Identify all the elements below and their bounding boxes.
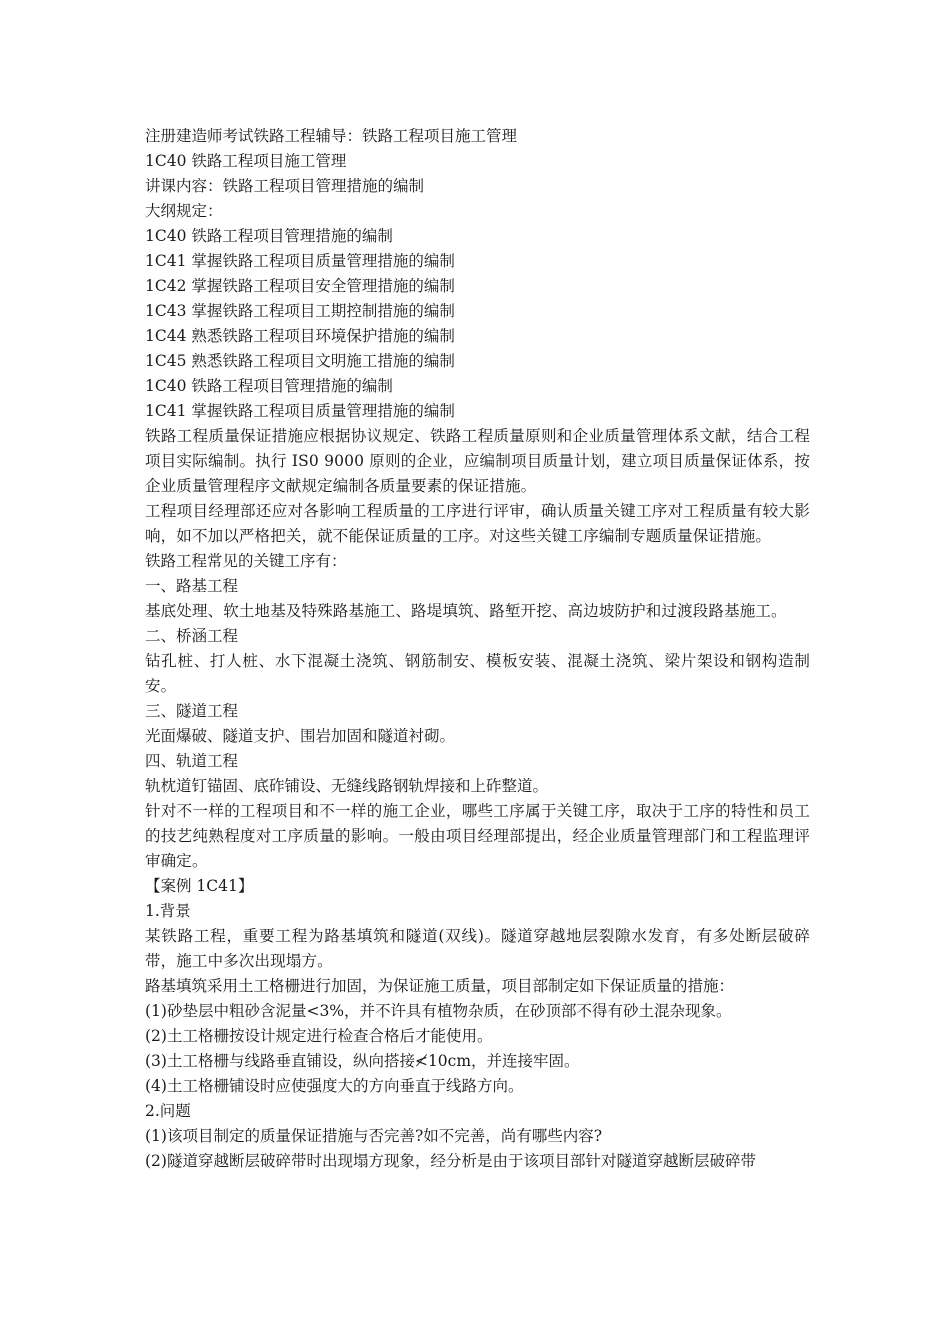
outline-heading: 大纲规定：: [145, 202, 223, 220]
category-text-bridge: 钻孔桩、打人桩、水下混凝土浇筑、钢筋制安、模板安装、混凝土浇筑、梁片架设和钢构造制安。: [145, 652, 810, 695]
outline-item: 1C45 熟悉铁路工程项目文明施工措施的编制: [145, 352, 455, 370]
subsection-heading: 1C41 掌握铁路工程项目质量管理措施的编制: [145, 402, 455, 420]
paragraph-key-process-determination: 针对不一样的工程项目和不一样的施工企业，哪些工序属于关键工序，取决于工序的特性和员工的技艺纯熟程度对工序质量的影响。一般由项目经理部提出，经企业质量管理部门和工程监理评审确定。: [145, 802, 810, 870]
category-text-subgrade: 基底处理、软土地基及特殊路基施工、路堤填筑、路堑开挖、高边坡防护和过渡段路基施工。: [145, 602, 787, 620]
category-heading-track: 四、轨道工程: [145, 752, 239, 770]
outline-item: 1C40 铁路工程项目管理措施的编制: [145, 227, 393, 245]
lecture-content: 讲课内容：铁路工程项目管理措施的编制: [145, 177, 425, 195]
paragraph-quality-measures: 铁路工程质量保证措施应根据协议规定、铁路工程质量原则和企业质量管理体系文献，结合工程项目实际编制。执行 IS0 9000 原则的企业，应编制项目质量计划，建立项目质量保证体系，按企业质量管理程序文献规定编制各质量要素的保证措施。: [145, 427, 810, 495]
document-page: [145, 124, 810, 1174]
category-heading-bridge: 二、桥涵工程: [145, 627, 239, 645]
background-heading: 1.背景: [145, 902, 191, 920]
outline-item: 1C43 掌握铁路工程项目工期控制措施的编制: [145, 302, 455, 320]
case-heading: 【案例 1C41】: [145, 877, 254, 895]
question-item: (2)隧道穿越断层破碎带时出现塌方现象，经分析是由于该项目部针对隧道穿越断层破碎带: [145, 1152, 756, 1170]
section-heading: 1C40 铁路工程项目管理措施的编制: [145, 377, 393, 395]
measure-item: (1)砂垫层中粗砂含泥量<3%，并不许具有植物杂质，在砂顶部不得有砂土混杂现象。: [145, 1002, 732, 1020]
outline-item: 1C44 熟悉铁路工程项目环境保护措施的编制: [145, 327, 455, 345]
question-heading: 2.问题: [145, 1102, 191, 1120]
document-title: 注册建造师考试铁路工程辅导：铁路工程项目施工管理: [145, 127, 518, 145]
category-text-tunnel: 光面爆破、隧道支护、围岩加固和隧道衬砌。: [145, 727, 456, 745]
category-text-track: 轨枕道钉锚固、底砟铺设、无缝线路钢轨焊接和上砟整道。: [145, 777, 549, 795]
measure-item: (4)土工格栅铺设时应使强度大的方向垂直于线路方向。: [145, 1077, 524, 1095]
question-item: (1)该项目制定的质量保证措施与否完善?如不完善，尚有哪些内容?: [145, 1127, 603, 1145]
measure-item: (3)土工格栅与线路垂直铺设，纵向搭接≮10cm，并连接牢固。: [145, 1052, 580, 1070]
measure-item: (2)土工格栅按设计规定进行检查合格后才能使用。: [145, 1027, 493, 1045]
key-process-heading: 铁路工程常见的关键工序有：: [145, 552, 347, 570]
chapter-heading: 1C40 铁路工程项目施工管理: [145, 152, 347, 170]
paragraph-key-process-review: 工程项目经理部还应对各影响工程质量的工序进行评审，确认质量关键工序对工程质量有较大影响，如不加以严格把关，就不能保证质量的工序。对这些关键工序编制专题质量保证措施。: [145, 502, 810, 545]
outline-item: 1C41 掌握铁路工程项目质量管理措施的编制: [145, 252, 455, 270]
category-heading-subgrade: 一、路基工程: [145, 577, 239, 595]
outline-item: 1C42 掌握铁路工程项目安全管理措施的编制: [145, 277, 455, 295]
background-text: 某铁路工程，重要工程为路基填筑和隧道(双线)。隧道穿越地层裂隙水发育，有多处断层破碎带，施工中多次出现塌方。: [145, 927, 810, 970]
measures-intro: 路基填筑采用土工格栅进行加固，为保证施工质量，项目部制定如下保证质量的措施：: [145, 977, 735, 995]
category-heading-tunnel: 三、隧道工程: [145, 702, 239, 720]
